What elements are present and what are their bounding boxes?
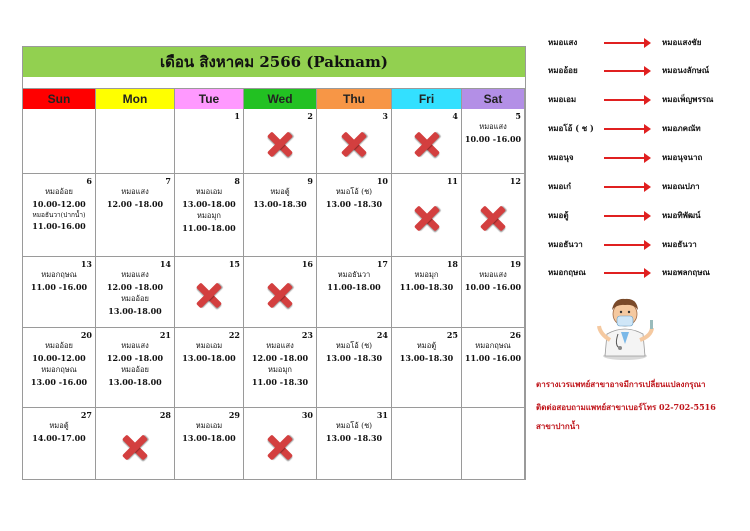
shift-time: 10.00 -16.00 <box>464 281 522 292</box>
calendar-day-26 <box>462 328 525 408</box>
legend-short-name: หมอธันวา <box>548 239 583 249</box>
shift-time: 11.00 -18.30 <box>251 376 309 387</box>
legend-short-name: หมออ้อย <box>548 65 578 75</box>
calendar <box>22 46 526 480</box>
closed-x-icon <box>194 280 224 310</box>
calendar-empty-cell <box>96 109 175 174</box>
shift-time: 11.00 -16.00 <box>464 352 522 363</box>
closed-x-icon <box>265 280 295 310</box>
day-number: 12 <box>509 176 521 186</box>
legend-short-name: หมอเก๋ <box>548 181 571 191</box>
shift-info <box>96 186 174 210</box>
day-number: 7 <box>165 176 171 186</box>
legend-row <box>548 122 738 136</box>
shift-info <box>175 340 243 364</box>
arrow-right-icon <box>604 272 648 274</box>
arrow-right-icon <box>604 157 648 159</box>
doctor-name: หมอธันวา <box>337 270 371 279</box>
closed-x-icon <box>478 203 508 233</box>
doctor-name: หมอกฤษณ <box>41 270 77 279</box>
doctor-name: หมอเอม <box>195 187 223 196</box>
shift-time: 10.00-12.00 <box>32 198 86 209</box>
arrow-right-icon <box>604 244 648 246</box>
shift-time: 12.00 -18.00 <box>106 281 164 292</box>
calendar-day-15 <box>175 257 244 328</box>
doctor-name: หมอแสง <box>479 270 507 279</box>
day-number: 22 <box>228 330 240 340</box>
calendar-day-21 <box>96 328 175 408</box>
shift-time: 13.00-18.00 <box>182 198 236 209</box>
shift-info <box>462 121 524 145</box>
arrow-right-icon <box>604 128 648 130</box>
doctor-name: หมอแสง <box>121 187 149 196</box>
calendar-day-25 <box>392 328 462 408</box>
legend-row <box>548 151 738 165</box>
calendar-day-29 <box>175 408 244 480</box>
doctor-name: หมอเอม <box>195 341 223 350</box>
shift-info <box>96 269 174 317</box>
shift-time: 12.00 -18.00 <box>106 198 164 209</box>
shift-info <box>317 269 391 293</box>
day-number: 4 <box>452 111 458 121</box>
shift-info <box>96 340 174 388</box>
contact-note-line: ตารางเวรแพทย์สาขาอาจมีการเปลี่ยนแปลงกรุณา <box>536 379 706 389</box>
legend-row <box>548 93 738 107</box>
doctor-name: หมอแสง <box>266 341 294 350</box>
legend-row <box>548 266 738 280</box>
calendar-day-14 <box>96 257 175 328</box>
calendar-day-27 <box>23 408 96 480</box>
legend-row <box>548 238 738 252</box>
day-number: 10 <box>376 176 388 186</box>
shift-info <box>23 186 95 232</box>
calendar-day-8 <box>175 174 244 257</box>
day-number: 21 <box>159 330 171 340</box>
shift-time: 13.00-18.00 <box>108 305 162 316</box>
closed-x-icon <box>265 432 295 462</box>
day-number: 3 <box>382 111 388 121</box>
calendar-empty-cell <box>392 408 462 480</box>
doctor-name: หมอตู้ <box>270 187 290 196</box>
doctor-name: หมออ้อย <box>45 341 73 350</box>
day-number: 14 <box>159 259 171 269</box>
shift-info <box>317 340 391 364</box>
calendar-day-30 <box>244 408 317 480</box>
day-number: 8 <box>234 176 240 186</box>
arrow-right-icon <box>604 70 648 72</box>
day-number: 27 <box>80 410 92 420</box>
shift-info <box>462 269 524 293</box>
shift-info <box>244 186 316 210</box>
legend-short-name: หมอเอม <box>548 94 577 104</box>
day-number: 24 <box>376 330 388 340</box>
shift-time: 13.00 -18.30 <box>325 432 383 443</box>
weekday-header-wed: Wed <box>244 89 317 109</box>
contact-note-line: สาขาปากน้ำ <box>536 421 580 431</box>
calendar-empty-cell <box>23 109 96 174</box>
calendar-day-24 <box>317 328 392 408</box>
arrow-right-icon <box>604 186 648 188</box>
shift-time: 13.00-18.00 <box>182 432 236 443</box>
calendar-day-10 <box>317 174 392 257</box>
legend-row <box>548 209 738 223</box>
calendar-day-20 <box>23 328 96 408</box>
doctor-name: หมอแสง <box>121 341 149 350</box>
shift-time: 12.00 -18.00 <box>251 352 309 363</box>
weekday-header-mon: Mon <box>96 89 175 109</box>
shift-time: 11.00-18.00 <box>327 281 381 292</box>
day-number: 11 <box>446 176 458 186</box>
day-number: 29 <box>228 410 240 420</box>
legend-full-name: หมอณปภา <box>662 181 700 191</box>
shift-info <box>175 186 243 234</box>
legend-full-name: หมอทิพัฒน์ <box>662 210 701 220</box>
legend-short-name: หมอแสง <box>548 37 578 47</box>
calendar-title: เดือน สิงหาคม 2566 (Paknam) <box>23 47 525 77</box>
shift-time: 14.00-17.00 <box>32 432 86 443</box>
day-number: 20 <box>80 330 92 340</box>
legend-row <box>548 36 738 50</box>
doctor-name: หมอตู้ <box>49 421 69 430</box>
calendar-day-17 <box>317 257 392 328</box>
arrow-right-icon <box>604 42 648 44</box>
day-number: 18 <box>446 259 458 269</box>
legend-row <box>548 180 738 194</box>
day-number: 16 <box>301 259 313 269</box>
shift-info <box>392 340 461 364</box>
shift-info <box>462 340 524 364</box>
calendar-day-31 <box>317 408 392 480</box>
legend-short-name: หมอตู้ <box>548 210 569 220</box>
doctor-name: หมอแสง <box>121 270 149 279</box>
calendar-day-9 <box>244 174 317 257</box>
shift-time: 11.00 -16.00 <box>30 281 88 292</box>
day-number: 26 <box>509 330 521 340</box>
calendar-day-18 <box>392 257 462 328</box>
weekday-header-tue: Tue <box>175 89 244 109</box>
day-number: 5 <box>515 111 521 121</box>
day-number: 23 <box>301 330 313 340</box>
doctor-name: หมอมุก <box>268 365 292 375</box>
closed-x-icon <box>120 432 150 462</box>
title-spacer <box>23 77 525 89</box>
day-number: 17 <box>376 259 388 269</box>
doctor-name: หมอเอม <box>195 421 223 430</box>
calendar-day-3 <box>317 109 392 174</box>
legend-full-name: หมอเพ็ญพรรณ <box>662 94 714 104</box>
calendar-day-13 <box>23 257 96 328</box>
doctor-name: หมอธันวา(ปากน้ำ) <box>32 211 86 220</box>
shift-time: 13.00 -16.00 <box>30 376 88 387</box>
day-number: 19 <box>509 259 521 269</box>
shift-time: 10.00-12.00 <box>32 352 86 363</box>
legend-short-name: หมอนุจ <box>548 152 574 162</box>
doctor-name: หมอโอ้ (ช) <box>335 187 373 196</box>
calendar-day-11 <box>392 174 462 257</box>
day-number: 28 <box>159 410 171 420</box>
day-number: 13 <box>80 259 92 269</box>
weekday-header-sun: Sun <box>23 89 96 109</box>
shift-info <box>175 420 243 444</box>
doctor-name: หมอโอ้ (ช) <box>335 421 373 430</box>
calendar-day-28 <box>96 408 175 480</box>
doctor-name: หมออ้อย <box>121 294 149 304</box>
weekday-header-sat: Sat <box>462 89 525 109</box>
day-number: 9 <box>307 176 313 186</box>
arrow-right-icon <box>604 99 648 101</box>
legend-full-name: หมอนงลักษณ์ <box>662 65 710 75</box>
weekday-header-thu: Thu <box>317 89 392 109</box>
doctor-name: หมอมุก <box>197 211 221 221</box>
day-number: 6 <box>86 176 92 186</box>
arrow-right-icon <box>604 215 648 217</box>
calendar-empty-cell <box>462 408 525 480</box>
doctor-name: หมออ้อย <box>45 187 73 196</box>
shift-time: 11.00-18.30 <box>399 281 454 292</box>
shift-time: 13.00-18.30 <box>253 198 307 209</box>
legend-row <box>548 64 738 78</box>
closed-x-icon <box>339 129 369 159</box>
shift-info <box>317 186 391 210</box>
day-number: 25 <box>446 330 458 340</box>
calendar-day-6 <box>23 174 96 257</box>
calendar-day-19 <box>462 257 525 328</box>
shift-info <box>244 340 316 388</box>
shift-time: 12.00 -18.00 <box>106 352 164 363</box>
doctor-name: หมอโอ้ (ช) <box>335 341 373 350</box>
legend-full-name: หมอนุจนาถ <box>662 152 703 162</box>
contact-note-line: ติดต่อสอบถามแพทย์สาขาเบอร์โทร 02-702-5516 <box>536 402 716 412</box>
shift-info <box>23 420 95 444</box>
shift-time: 13.00-18.00 <box>108 376 162 387</box>
shift-info <box>317 420 391 444</box>
shift-time: 13.00-18.30 <box>399 352 454 363</box>
calendar-day-7 <box>96 174 175 257</box>
calendar-day-1 <box>175 109 244 174</box>
calendar-day-4 <box>392 109 462 174</box>
legend-full-name: หมอแสงชัย <box>662 37 702 47</box>
legend-full-name: หมอภคณัท <box>662 123 701 133</box>
shift-time: 13.00 -18.30 <box>325 352 383 363</box>
shift-info <box>23 340 95 388</box>
shift-time: 13.00 -18.30 <box>325 198 383 209</box>
doctor-name: หมออ้อย <box>121 365 149 375</box>
day-number: 31 <box>376 410 388 420</box>
legend-full-name: หมอธันวา <box>662 239 697 249</box>
calendar-day-16 <box>244 257 317 328</box>
closed-x-icon <box>265 129 295 159</box>
doctor-illustration <box>590 290 660 362</box>
legend-full-name: หมอพลกฤษณ <box>662 267 710 277</box>
calendar-day-23 <box>244 328 317 408</box>
calendar-day-22 <box>175 328 244 408</box>
calendar-day-5 <box>462 109 525 174</box>
day-number: 1 <box>234 111 240 121</box>
calendar-day-2 <box>244 109 317 174</box>
doctor-name: หมอตู้ <box>416 341 437 350</box>
doctor-name: หมอมุก <box>414 270 439 279</box>
shift-time: 10.00 -16.00 <box>464 133 522 144</box>
closed-x-icon <box>412 203 442 233</box>
day-number: 30 <box>301 410 313 420</box>
shift-time: 11.00-18.00 <box>182 222 236 233</box>
legend-short-name: หมอโอ้ ( ช ) <box>548 123 594 133</box>
shift-time: 13.00-18.00 <box>182 352 236 363</box>
shift-info <box>23 269 95 293</box>
weekday-header-fri: Fri <box>392 89 462 109</box>
doctor-name: หมอกฤษณ <box>475 341 511 350</box>
doctor-name: หมอแสง <box>479 122 507 131</box>
doctor-name: หมอกฤษณ <box>41 365 77 375</box>
day-number: 15 <box>228 259 240 269</box>
legend-short-name: หมอกฤษณ <box>548 267 586 277</box>
shift-time: 11.00-16.00 <box>32 221 86 232</box>
shift-info <box>392 269 461 293</box>
day-number: 2 <box>307 111 313 121</box>
calendar-day-12 <box>462 174 525 257</box>
closed-x-icon <box>412 129 442 159</box>
